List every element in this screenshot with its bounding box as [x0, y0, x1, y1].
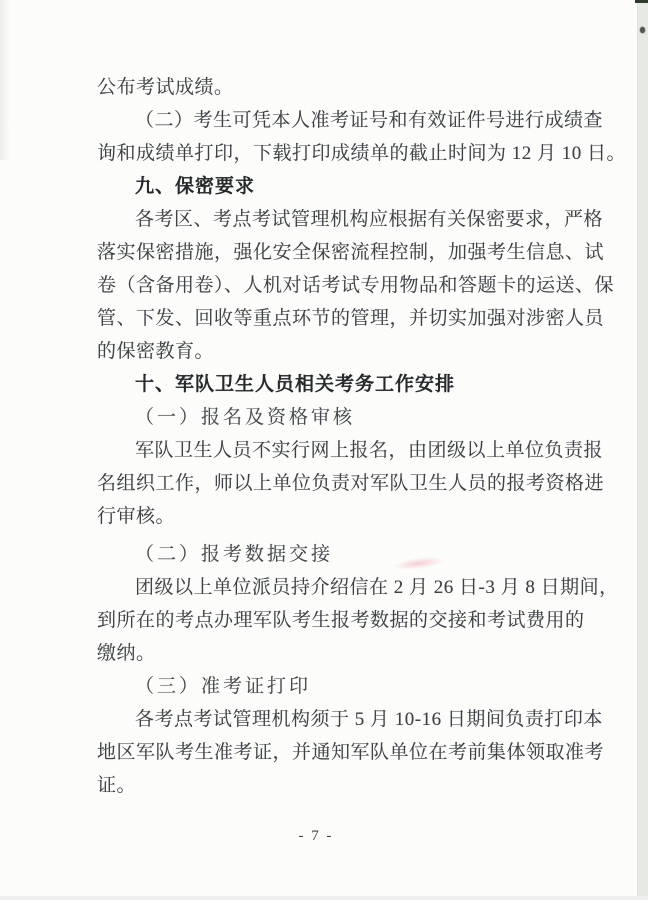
text-line: 行审核。 [97, 506, 176, 527]
text-line: 管、下发、回收等重点环节的管理，并切实加强对涉密人员 [97, 308, 605, 329]
text-line: （二）考生可凭本人准考证号和有效证件号进行成绩查 [135, 110, 604, 131]
text-line: 公布考试成绩。 [97, 77, 234, 98]
text-line: 到所在的考点办理军队考生报考数据的交接和考试费用的 [97, 610, 585, 631]
section-heading: 九、保密要求 [135, 176, 256, 197]
scan-left-shade-artifact [0, 0, 10, 160]
text-line: 团级以上单位派员持介绍信在 2 月 26 日-3 月 8 日期间， [135, 577, 619, 598]
scan-bottom-strip-artifact [0, 896, 648, 900]
subsection-heading: （三）准考证打印 [135, 676, 312, 697]
text-line: 地区军队考生准考证，并通知军队单位在考前集体领取准考 [97, 742, 605, 763]
text-line: 询和成绩单打印，下载打印成绩单的截止时间为 12 月 10 日。 [97, 143, 627, 164]
text-line: 落实保密措施，强化安全保密流程控制，加强考生信息、试 [97, 242, 605, 263]
document-text-block [97, 71, 627, 802]
text-line: 军队卫生人员不实行网上报名，由团级以上单位负责报 [135, 440, 604, 461]
section-heading: 十、军队卫生人员相关考务工作安排 [135, 374, 456, 395]
scan-edge-strip-artifact [637, 0, 648, 900]
subsection-heading: （一）报名及资格审核 [135, 407, 356, 428]
text-line: 名组织工作，师以上单位负责对军队卫生人员的报考资格进 [97, 473, 605, 494]
text-line: 各考区、考点考试管理机构应根据有关保密要求，严格 [135, 209, 604, 230]
text-line: 卷（含备用卷）、人机对话考试专用物品和答题卡的运送、保 [97, 275, 615, 296]
scan-speck-artifact [640, 27, 645, 33]
scan-corner-mark-artifact [635, 0, 648, 3]
text-line: 的保密教育。 [97, 341, 215, 362]
text-line: 证。 [97, 775, 137, 796]
text-line: 缴纳。 [97, 643, 156, 664]
page-number: - 7 - [298, 828, 334, 844]
text-line: 各考点考试管理机构须于 5 月 10-16 日期间负责打印本 [135, 709, 603, 730]
subsection-heading: （二）报考数据交接 [135, 544, 334, 565]
